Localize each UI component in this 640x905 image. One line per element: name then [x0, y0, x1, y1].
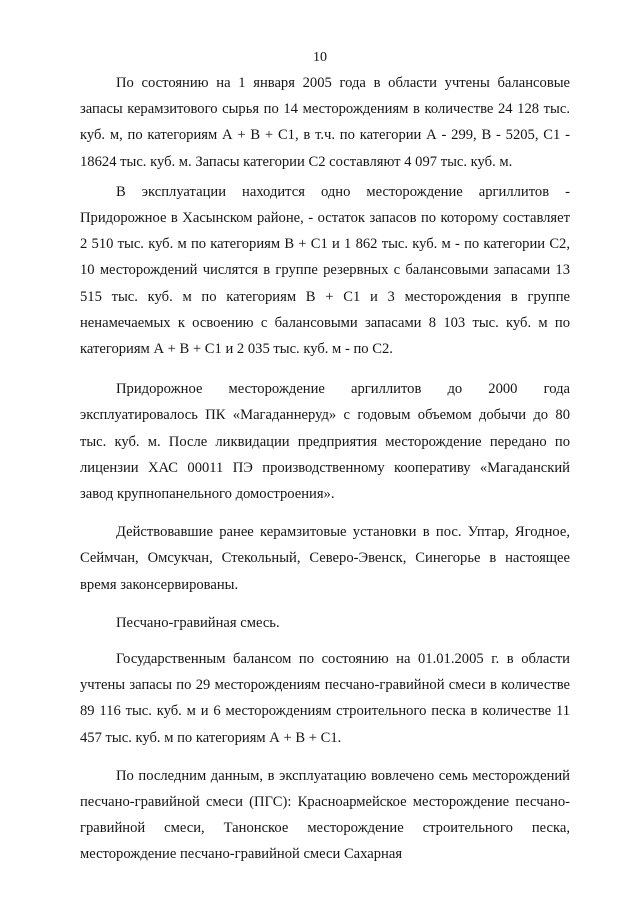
body-text	[80, 70, 570, 868]
paragraph-argillite-exploitation: В эксплуатации находится одно месторождение аргиллитов - Придорожное в Хасынском районе, - остаток запасов по которому составляет 2 510 тыс. куб. м по категориям В + С1 и 1 862 тыс. куб. м - по категории С2, 10 месторождений числятся в группе резервных с балансовыми запасами 13 515 тыс. куб. м по категориям В + С1 и 3 месторождения в группе ненамечаемых к освоению с балансовыми запасами 8 103 тыс. куб. м по категориям А + В + С1 и 2 035 тыс. куб. м - по С2.	[80, 183, 570, 358]
paragraph-keramzite-installations: Действовавшие ранее керамзитовые установки в пос. Уптар, Ягодное, Сеймчан, Омсукчан, Стекольный, Северо-Эвенск, Синегорье в настоящее время законсервированы.	[80, 524, 570, 593]
paragraph-pridorozhnoe-deposit: Придорожное месторождение аргиллитов до 2000 года эксплуатировалось ПК «Магаданнеруд» с годовым объемом добычи до 80 тыс. куб. м. После ликвидации предприятия месторождение передано по лицензии ХАС 00011 ПЭ производственному кооперативу «Магаданский завод крупнопанельного домостроения».	[80, 381, 570, 503]
paragraph-keramzite-reserves: По состоянию на 1 января 2005 года в области учтены балансовые запасы керамзитового сырья по 14 месторождениям в количестве 24 128 тыс. куб. м, по категориям А + В + С1, в т.ч. по категории А - 299, В - 5205, С1 - 18624 тыс. куб. м. Запасы категории С2 составляют 4 097 тыс. куб. м.	[80, 75, 570, 170]
paragraph-state-balance: Государственным балансом по состоянию на 01.01.2005 г. в области учтены запасы по 29 месторождениям песчано-гравийной смеси в количестве 89 116 тыс. куб. м и 6 месторождениям строительного песка в количестве 11 457 тыс. куб. м по категориям А + В + С1.	[80, 651, 570, 746]
page-number: 10	[313, 50, 327, 65]
paragraph-deposits-in-operation: По последним данным, в эксплуатацию вовлечено семь месторождений песчано-гравийной смеси (ПГС): Красноармейское месторождение песчано-гравийной смеси, Танонское месторождение строительного песка, месторождение песчано-гравийной смеси Сахарная	[80, 767, 570, 863]
section-heading-sand-gravel: Песчано-гравийная смесь.	[116, 614, 280, 631]
